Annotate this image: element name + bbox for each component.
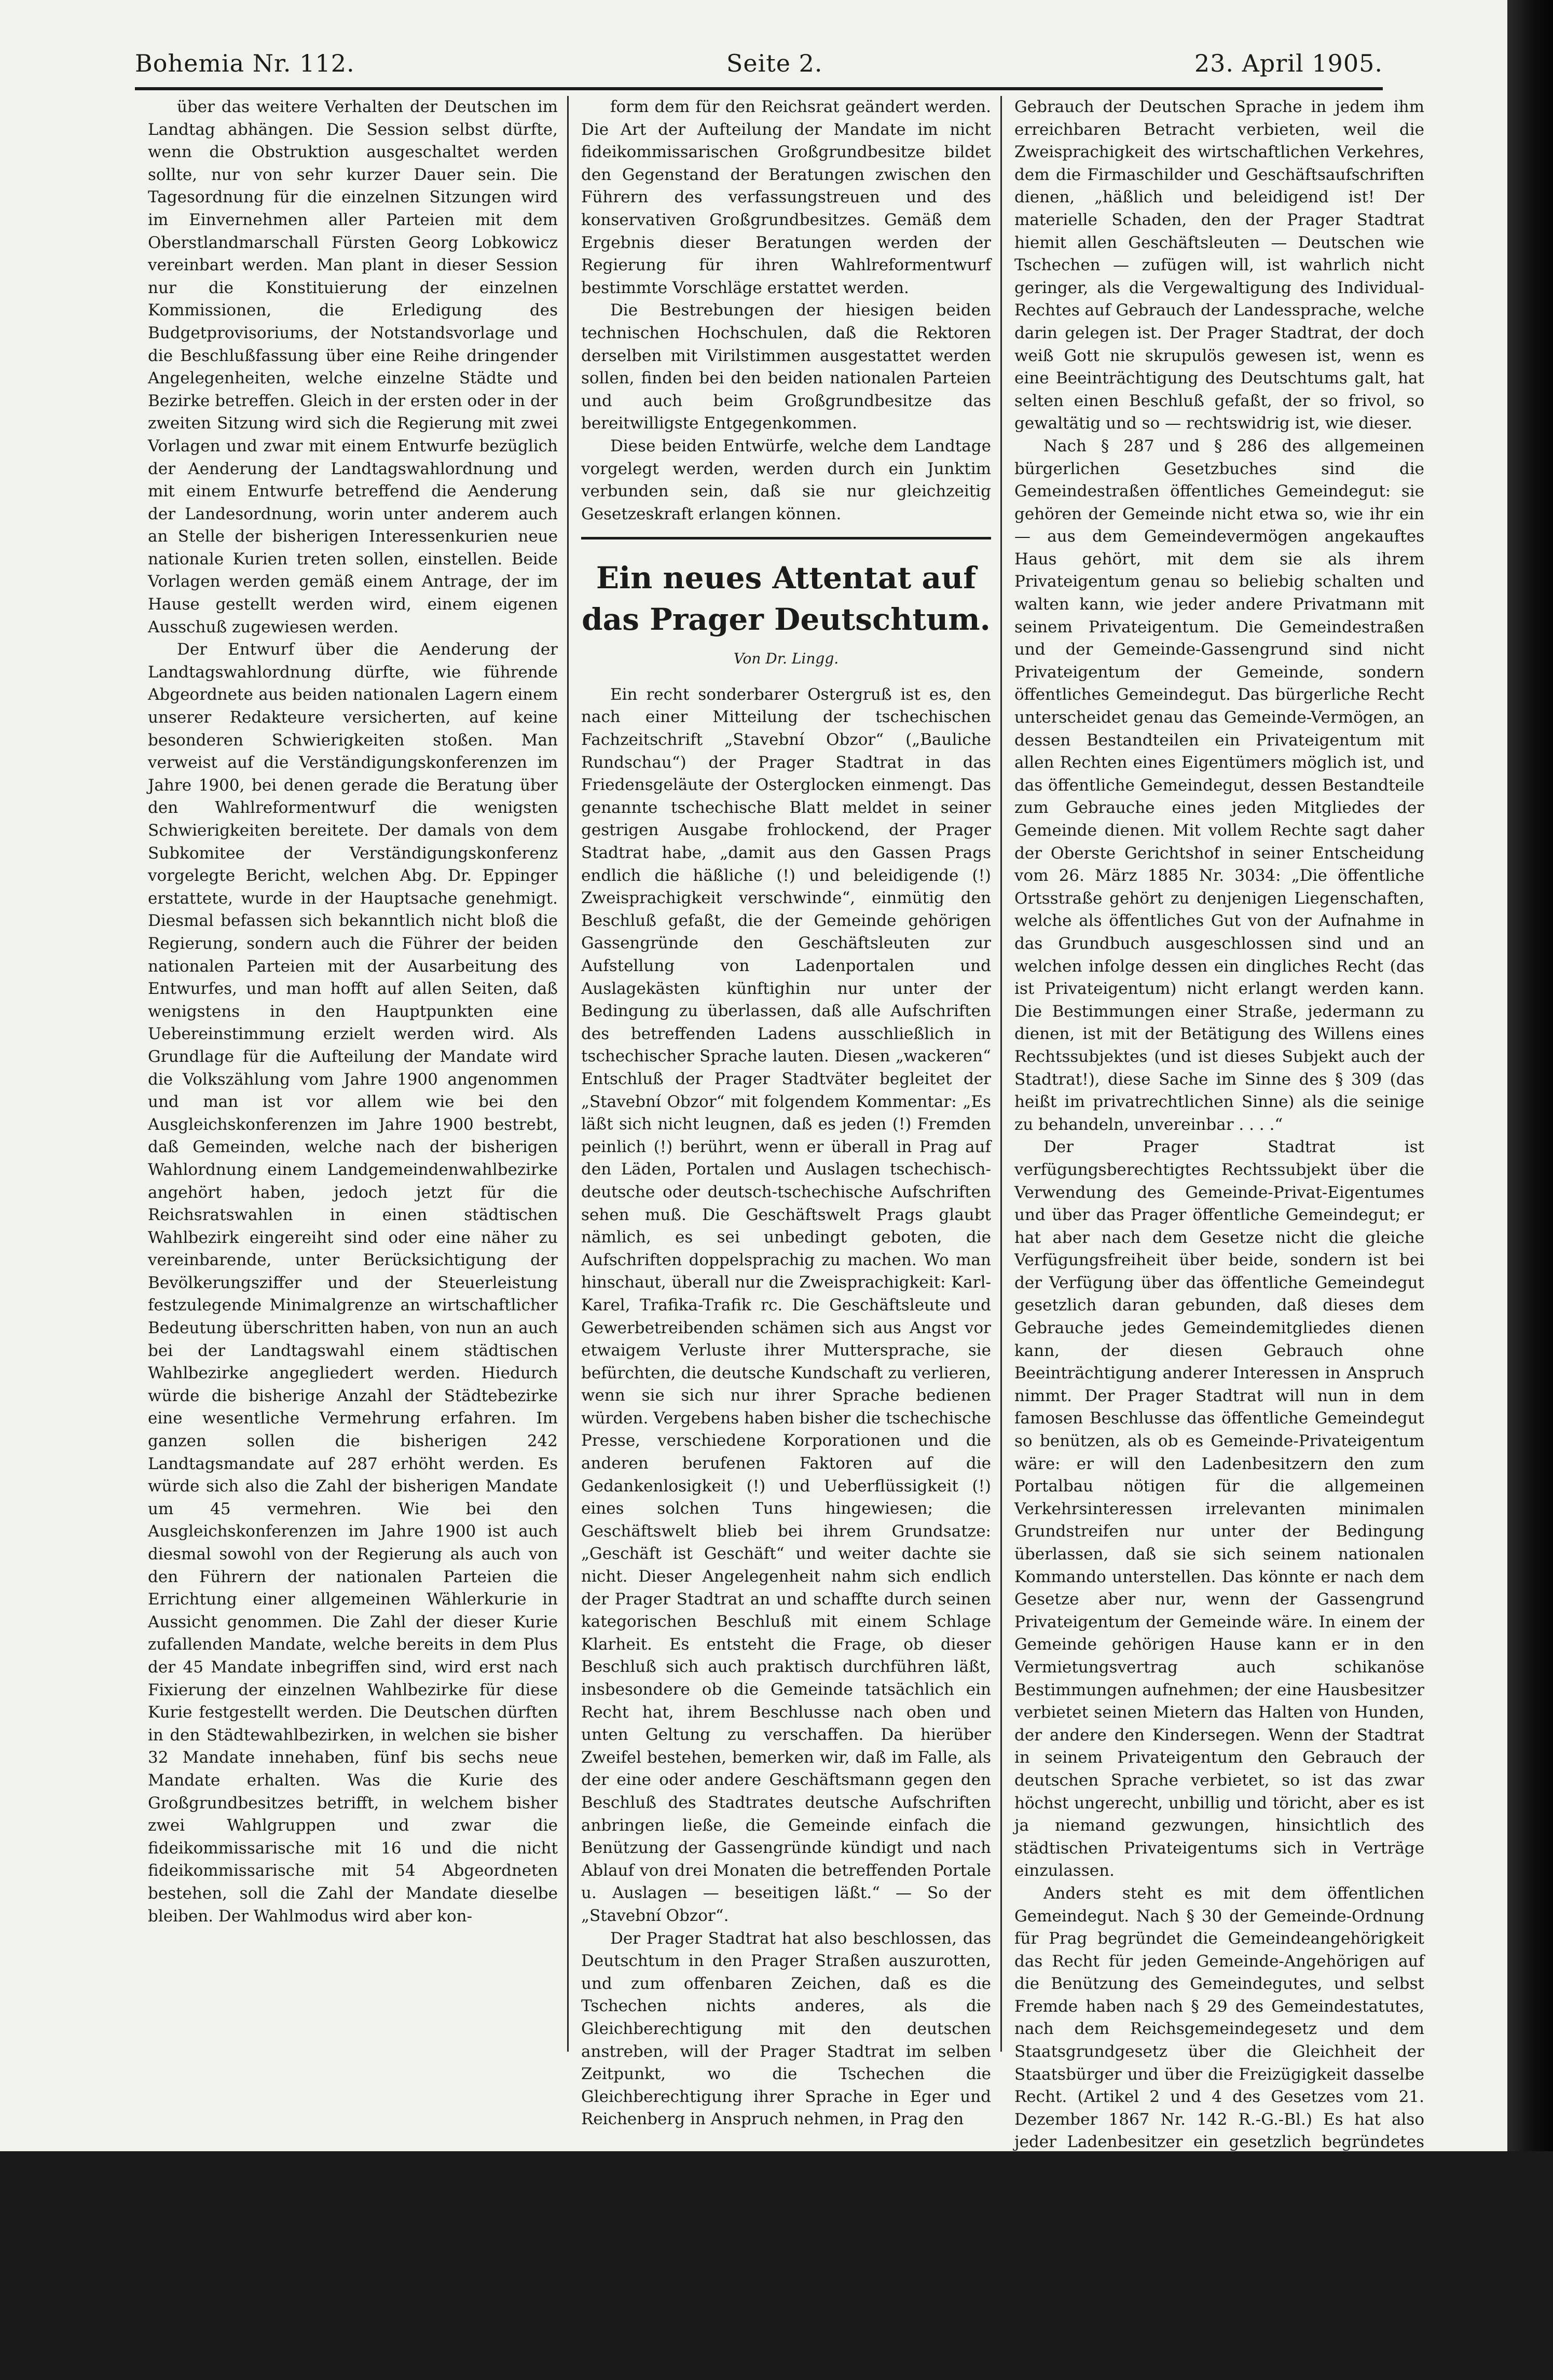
col3-paragraph-4: Anders steht es mit dem öffentlichen Gemeindegut. Nach § 30 der Gemeinde-Ordnung für Prag begründet die Gemeindeangehörigkeit das Recht für jeden Gemeinde-Angehörigen auf die Benützung des Gemeindegutes, und selbst Fremde haben nach § 29 des Gemeindestatutes, nach dem Reichsgemeindegesetz und dem Staatsgrundgesetz über die Gleichheit der Staatsbürger und über die Freizügigkeit dasselbe Recht. (Artikel 2 und 4 des Gesetzes vom 21. Dezember 1867 Nr. 142 R.-G.-Bl.) Es hat also jeder Ladenbesitzer ein gesetzlich begründetes Anrecht darauf, daß er den Gassengrund, soferne derselbe überhaupt verfügbar und zu Trottoirzwecken unentbehrlich ist, für seine Geschäftszwecke benützen darf. Wenn die Gemeinde mit ihm einen Vertrag betreffend die Benützung des Gassengrundes zu Portalzwecken schließt und wenn sie dafür einen Zins verlangt, so handelt sie dabei nicht als Privat-Eigentümerin des Gassengrundes, sondern als Organ zur Verwaltung des öffentlichen Gemeindegutes. <box>1014 1884 1424 2378</box>
article-paragraph-1: Ein recht sonderbarer Ostergruß ist es, den nach einer Mitteilung der tschechischen Fachzeitschrift „Stavební Obzor“ („Bauliche Rundschau“) der Prager Stadtrat in das Friedensgeläute der Osterglocken einmengt. Das genannte tschechische Blatt meldet in seiner gestrigen Ausgabe frohlockend, der Prager Stadtrat habe, „damit aus den Gassen Prags endlich die häßliche (!) und beleidigende (!) Zweisprachigkeit verschwinde“, einmütig den Beschluß gefaßt, die der Gemeinde gehörigen Gassengründe den Geschäftsleuten zur Aufstellung von Ladenportalen und Auslagekästen künftighin nur unter der Bedingung zu überlassen, daß alle Aufschriften des betreffenden Ladens ausschließlich in tschechischer Sprache lauten. Diesen „wackeren“ Entschluß der Prager Stadtväter begleitet der „Stavební Obzor“ mit folgendem Kommentar: „Es läßt sich nicht leugnen, daß es jeden (!) Fremden peinlich (!) berührt, wenn er überall in Prag auf den Läden, Portalen und Auslagen tschechisch-deutsche oder deutsch-tschechische Aufschriften sehen muß. Die Geschäftswelt Prags glaubt nämlich, es sei unbedingt geboten, die Aufschriften doppelsprachig zu machen. Wo man hinschaut, überall nur die Zweisprachigkeit: Karl-Karel, Trafika-Trafik rc. Die Geschäftsleute und Gewerbetreibenden schämen sich aus Angst vor etwaigem Verluste ihrer Muttersprache, sie befürchten, die deutsche Kundschaft zu verlieren, wenn sie sich nur ihrer Sprache bedienen würden. Vergebens haben bisher die tschechische Presse, verschiedene Korporationen und die anderen berufenen Faktoren auf die Gedankenlosigkeit (!) und Ueberflüssigkeit (!) eines solchen Tuns hingewiesen; die Geschäftswelt blieb bei ihrem Grundsatze: „Geschäft ist Geschäft“ und weiter dachte sie nicht. Dieser Angelegenheit nahm sich endlich der Prager Stadtrat an und schaffte durch seinen kategorischen Beschluß mit einem Schlage Klarheit. Es entsteht die Frage, ob dieser Beschluß sich auch praktisch durchführen läßt, insbesondere ob die Gemeinde tatsächlich ein Recht hat, ihrem Beschlusse nach oben und unten Geltung zu verschaffen. Da hierüber Zweifel bestehen, bemerken wir, daß im Falle, als der eine oder andere Geschäftsmann gegen den Beschluß des Stadtrates deutsche Aufschriften anbringen ließe, die Gemeinde einfach die Benützung der Gassengründe kündigt und nach Ablauf von drei Monaten die betreffenden Portale u. Auslagen — beseitigen läßt.“ — So der „Stavební Obzor“. <box>581 685 991 1925</box>
col2-paragraph-3: Diese beiden Entwürfe, welche dem Landtage vorgelegt werden, werden durch ein Junktim verbunden sein, daß sie nur gleichzeitig Gesetzeskraft erlangen können. <box>581 436 991 523</box>
col1-paragraph-1: über das weitere Verhalten der Deutschen im Landtag abhängen. Die Session selbst dürfte, wenn die Obstruktion ausgeschaltet werden sollte, nur von sehr kurzer Dauer sein. Die Tagesordnung für die einzelnen Sitzungen wird im Einvernehmen aller Parteien mit dem Oberstlandmarschall Fürsten Georg Lobkowicz vereinbart werden. Man plant in dieser Session nur die Konstituierung der einzelnen Kommissionen, die Erledigung des Budgetprovisoriums, der Notstandsvorlage und die Beschlußfassung über eine Reihe dringender Angelegenheiten, welche einzelne Städte und Bezirke betreffen. Gleich in der ersten oder in der zweiten Sitzung wird sich die Regierung mit zwei Vorlagen und zwar mit einem Entwurfe bezüglich der Aenderung der Landtagswahlordnung und mit einem Entwurfe betreffend die Aenderung der Landesordnung, worin unter anderem auch an Stelle der bisherigen Interessenkurien neue nationale Kurien treten sollen, einstellen. Beide Vorlagen werden gemäß einem Antrage, der im Hause gestellt werden wird, einem eigenen Ausschuß zugewiesen werden. <box>148 98 558 636</box>
col3-paragraph-1: Gebrauch der Deutschen Sprache in jedem ihm erreichbaren Betracht verbieten, weil die Zweisprachigkeit des wirtschaftlichen Verkehres, dem die Firmaschilder und Geschäftsaufschriften dienen, „häßlich und beleidigend ist! Der materielle Schaden, den der Prager Stadtrat hiemit allen Geschäftsleuten — Deutschen wie Tschechen — zufügen will, ist wahrlich nicht geringer, als die Vergewaltigung des Individual-Rechtes auf Gebrauch der Landessprache, welche darin gelegen ist. Der Prager Stadtrat, der doch weiß Gott nie skrupulös gewesen ist, wenn es eine Beeinträchtigung des Deutschtums galt, hat selten einen Beschluß gefaßt, der so frivol, so gewaltätig und so — rechtswidrig ist, wie dieser. <box>1014 98 1424 433</box>
header-date: 23. April 1905. <box>1194 49 1383 77</box>
header-page-number: Seite 2. <box>726 49 823 77</box>
column-divider-2 <box>1000 96 1002 2052</box>
column-1 <box>148 96 558 2052</box>
page-edge-shadow <box>1506 0 1553 2151</box>
article-byline: Von Dr. Lingg. <box>733 650 839 668</box>
article-title: Ein neues Attentat auf das Prager Deutschtum. <box>582 560 991 638</box>
header-rule <box>135 87 1383 90</box>
header-publication: Bohemia Nr. 112. <box>135 49 355 77</box>
article-paragraph-2: Der Prager Stadtrat hat also beschlossen, das Deutschtum in den Prager Straßen auszurotten, und zum offenbaren Zeichen, daß es die Tschechen nichts anderes, als die Gleichberechtigung mit den deutschen anstreben, will der Prager Stadtrat im selben Zeitpunkt, wo die Tschechen die Gleichberechtigung ihrer Sprache in Eger und Reichenberg in Anspruch nehmen, in Prag den <box>581 1929 991 2129</box>
col2-paragraph-1: form dem für den Reichsrat geändert werden. Die Art der Aufteilung der Mandate im nicht fideikommissarischen Großgrundbesitze bildet den Gegenstand der Beratungen zwischen den Führern des verfassungstreuen und des konservativen Großgrundbesitzes. Gemäß dem Ergebnis dieser Beratungen werden der Regierung für ihren Wahlreformentwurf bestimmte Vorschläge erstattet werden. <box>581 98 991 297</box>
col3-paragraph-2: Nach § 287 und § 286 des allgemeinen bürgerlichen Gesetzbuches sind die Gemeindestraßen öffentliches Gemeindegut: sie gehören der Gemeinde nicht etwa so, wie ihr ein — aus dem Gemeindevermögen angekauftes Haus gehört, mit dem sie als ihrem Privateigentum genau so beliebig schalten und walten kann, wie jeder andere Privatmann mit seinem Privateigentum. Die Gemeindestraßen und der Gemeinde-Gassengrund sind nicht Privateigentum der Gemeinde, sondern öffentliches Gemeindegut. Das bürgerliche Recht unterscheidet genau das Gemeinde-Vermögen, an dessen Bestandteilen ein Privateigentum mit allen Rechten eines Eigentümers möglich ist, und das öffentliche Gemeindegut, dessen Bestandteile zum Gebrauche eines jeden Mitgliedes der Gemeinde dienen. Mit vollem Rechte sagt daher der Oberste Gerichtshof in seiner Entscheidung vom 26. März 1885 Nr. 3034: „Die öffentliche Ortsstraße gehört zu denjenigen Liegenschaften, welche als öffentliches Gut von der Aufnahme in das Grundbuch ausgeschlossen sind und an welchen infolge dessen ein dingliches Recht (das ist Privateigentum) nicht erlangt werden kann. Die Bestimmungen einer Straße, jedermann zu dienen, ist mit der Betätigung des Willens eines Rechtssubjektes (und ist dieses Subjekt auch der Stadtrat!), diese Sache im Sinne des § 309 (das heißt im privatrechtlichen Sinne) als die seinige zu behandeln, unvereinbar . . . .“ <box>1014 436 1424 1134</box>
page-header <box>135 43 1383 84</box>
col2-paragraph-2: Die Bestrebungen der hiesigen beiden technischen Hochschulen, daß die Rektoren derselben mit Virilstimmen ausgestattet werden sollen, finden bei den beiden nationalen Parteien und auch beim Großgrundbesitze das bereitwilligste Entgegenkommen. <box>581 301 991 433</box>
article-separator <box>581 537 991 539</box>
col1-paragraph-2: Der Entwurf über die Aenderung der Landtagswahlordnung dürfte, wie führende Abgeordnete aus beiden nationalen Lagern einem unserer Redakteure versicherten, auf keine besonderen Schwierigkeiten stoßen. Man verweist auf die Verständigungskonferenzen im Jahre 1900, bei denen gerade die Beratung über den Wahlreformentwurf die wenigsten Schwierigkeiten bereitete. Der damals von dem Subkomitee der Verständigungskonferenz vorgelegte Bericht, welchen Abg. Dr. Eppinger erstattete, wurde in der Hauptsache genehmigt. Diesmal befassen sich bekanntlich nicht bloß die Regierung, sondern auch die Führer der beiden nationalen Parteien mit der Ausarbeitung des Entwurfes, und man hofft auf allen Seiten, daß wenigstens in den Hauptpunkten eine Uebereinstimmung erzielt werden wird. Als Grundlage für die Aufteilung der Mandate wird die Volkszählung vom Jahre 1900 angenommen und man ist vor allem wie bei den Ausgleichskonferenzen im Jahre 1900 bestrebt, daß Gemeinden, welche nach der bisherigen Wahlordnung einem Landgemeindenwahlbezirke angehört haben, jedoch jetzt für die Reichsratswahlen in einen städtischen Wahlbezirk eingereiht sind oder eine näher zu vereinbarende, unter Berücksichtigung der Bevölkerungsziffer und der Steuerleistung festzulegende Minimalgrenze an wirtschaftlicher Bedeutung überschritten haben, von nun an auch bei der Landtagswahl einem städtischen Wahlbezirke angegliedert werden. Hiedurch würde die bisherige Anzahl der Städtebezirke eine wesentliche Vermehrung erfahren. Im ganzen sollen die bisherigen 242 Landtagsmandate auf 287 erhöht werden. Es würde sich also die Zahl der bisherigen Mandate um 45 vermehren. Wie bei den Ausgleichskonferenzen im Jahre 1900 ist auch diesmal sowohl von der Regierung als auch von den Führern der nationalen Parteien die Errichtung einer allgemeinen Wählerkurie in Aussicht genommen. Die Zahl der dieser Kurie zufallenden Mandate, welche bereits in dem Plus der 45 Mandate inbegriffen sind, wird erst nach Fixierung der einzelnen Wahlbezirke für diese Kurie festgestellt werden. Die Deutschen dürften in den Städtewahlbezirken, in welchen sie bisher 32 Mandate innehaben, fünf bis sechs neue Mandate erhalten. Was die Kurie des Großgrundbesitzes betrifft, in welchem bisher zwei Wahlgruppen und zwar die fideikommissarische mit 16 und die nicht fideikommissarische mit 54 Abgeordneten bestehen, soll die Zahl der Mandate dieselbe bleiben. Der Wahlmodus wird aber kon- <box>148 640 558 1926</box>
column-divider-1 <box>567 96 569 2052</box>
col3-paragraph-3: Der Prager Stadtrat ist verfügungsberechtigtes Rechtssubjekt über die Verwendung des Gemeinde-Privat-Eigentumes und über das Prager öffentliche Gemeindegut; er hat aber nach dem Gesetze nicht die gleiche Verfügungsfreiheit über beide, sondern ist bei der Verfügung über das öffentliche Gemeindegut gesetzlich daran gebunden, daß dieses dem Gebrauche jedes Gemeindemitgliedes dienen kann, der diesen Gebrauch ohne Beeinträchtigung anderer Interessen in Anspruch nimmt. Der Prager Stadtrat will nun in dem famosen Beschlusse das öffentliche Gemeindegut so benützen, als ob es Gemeinde-Privateigentum wäre: er will den Ladenbesitzern den zum Portalbau nötigen für die allgemeinen Verkehrsinteressen irrelevanten minimalen Grundstreifen nur unter der Bedingung überlassen, daß sie sich seinem nationalen Kommando unterstellen. Das könnte er nach dem Gesetze aber nur, wenn der Gassengrund Privateigentum der Gemeinde wäre. In einem der Gemeinde gehörigen Hause kann er in den Vermietungsvertrag auch schikanöse Bestimmungen aufnehmen; der eine Hausbesitzer verbietet seinen Mietern das Halten von Hunden, der andere den Kindersegen. Wenn der Stadtrat in seinem Privateigentum den Gebrauch der deutschen Sprache verbietet, so ist das zwar höchst ungerecht, unbillig und töricht, aber es ist ja niemand gezwungen, hinsichtlich des städtischen Privateigentums sich in Verträge einzulassen. <box>1014 1138 1424 1880</box>
column-3 <box>1014 96 1424 2378</box>
column-2 <box>581 96 991 2129</box>
